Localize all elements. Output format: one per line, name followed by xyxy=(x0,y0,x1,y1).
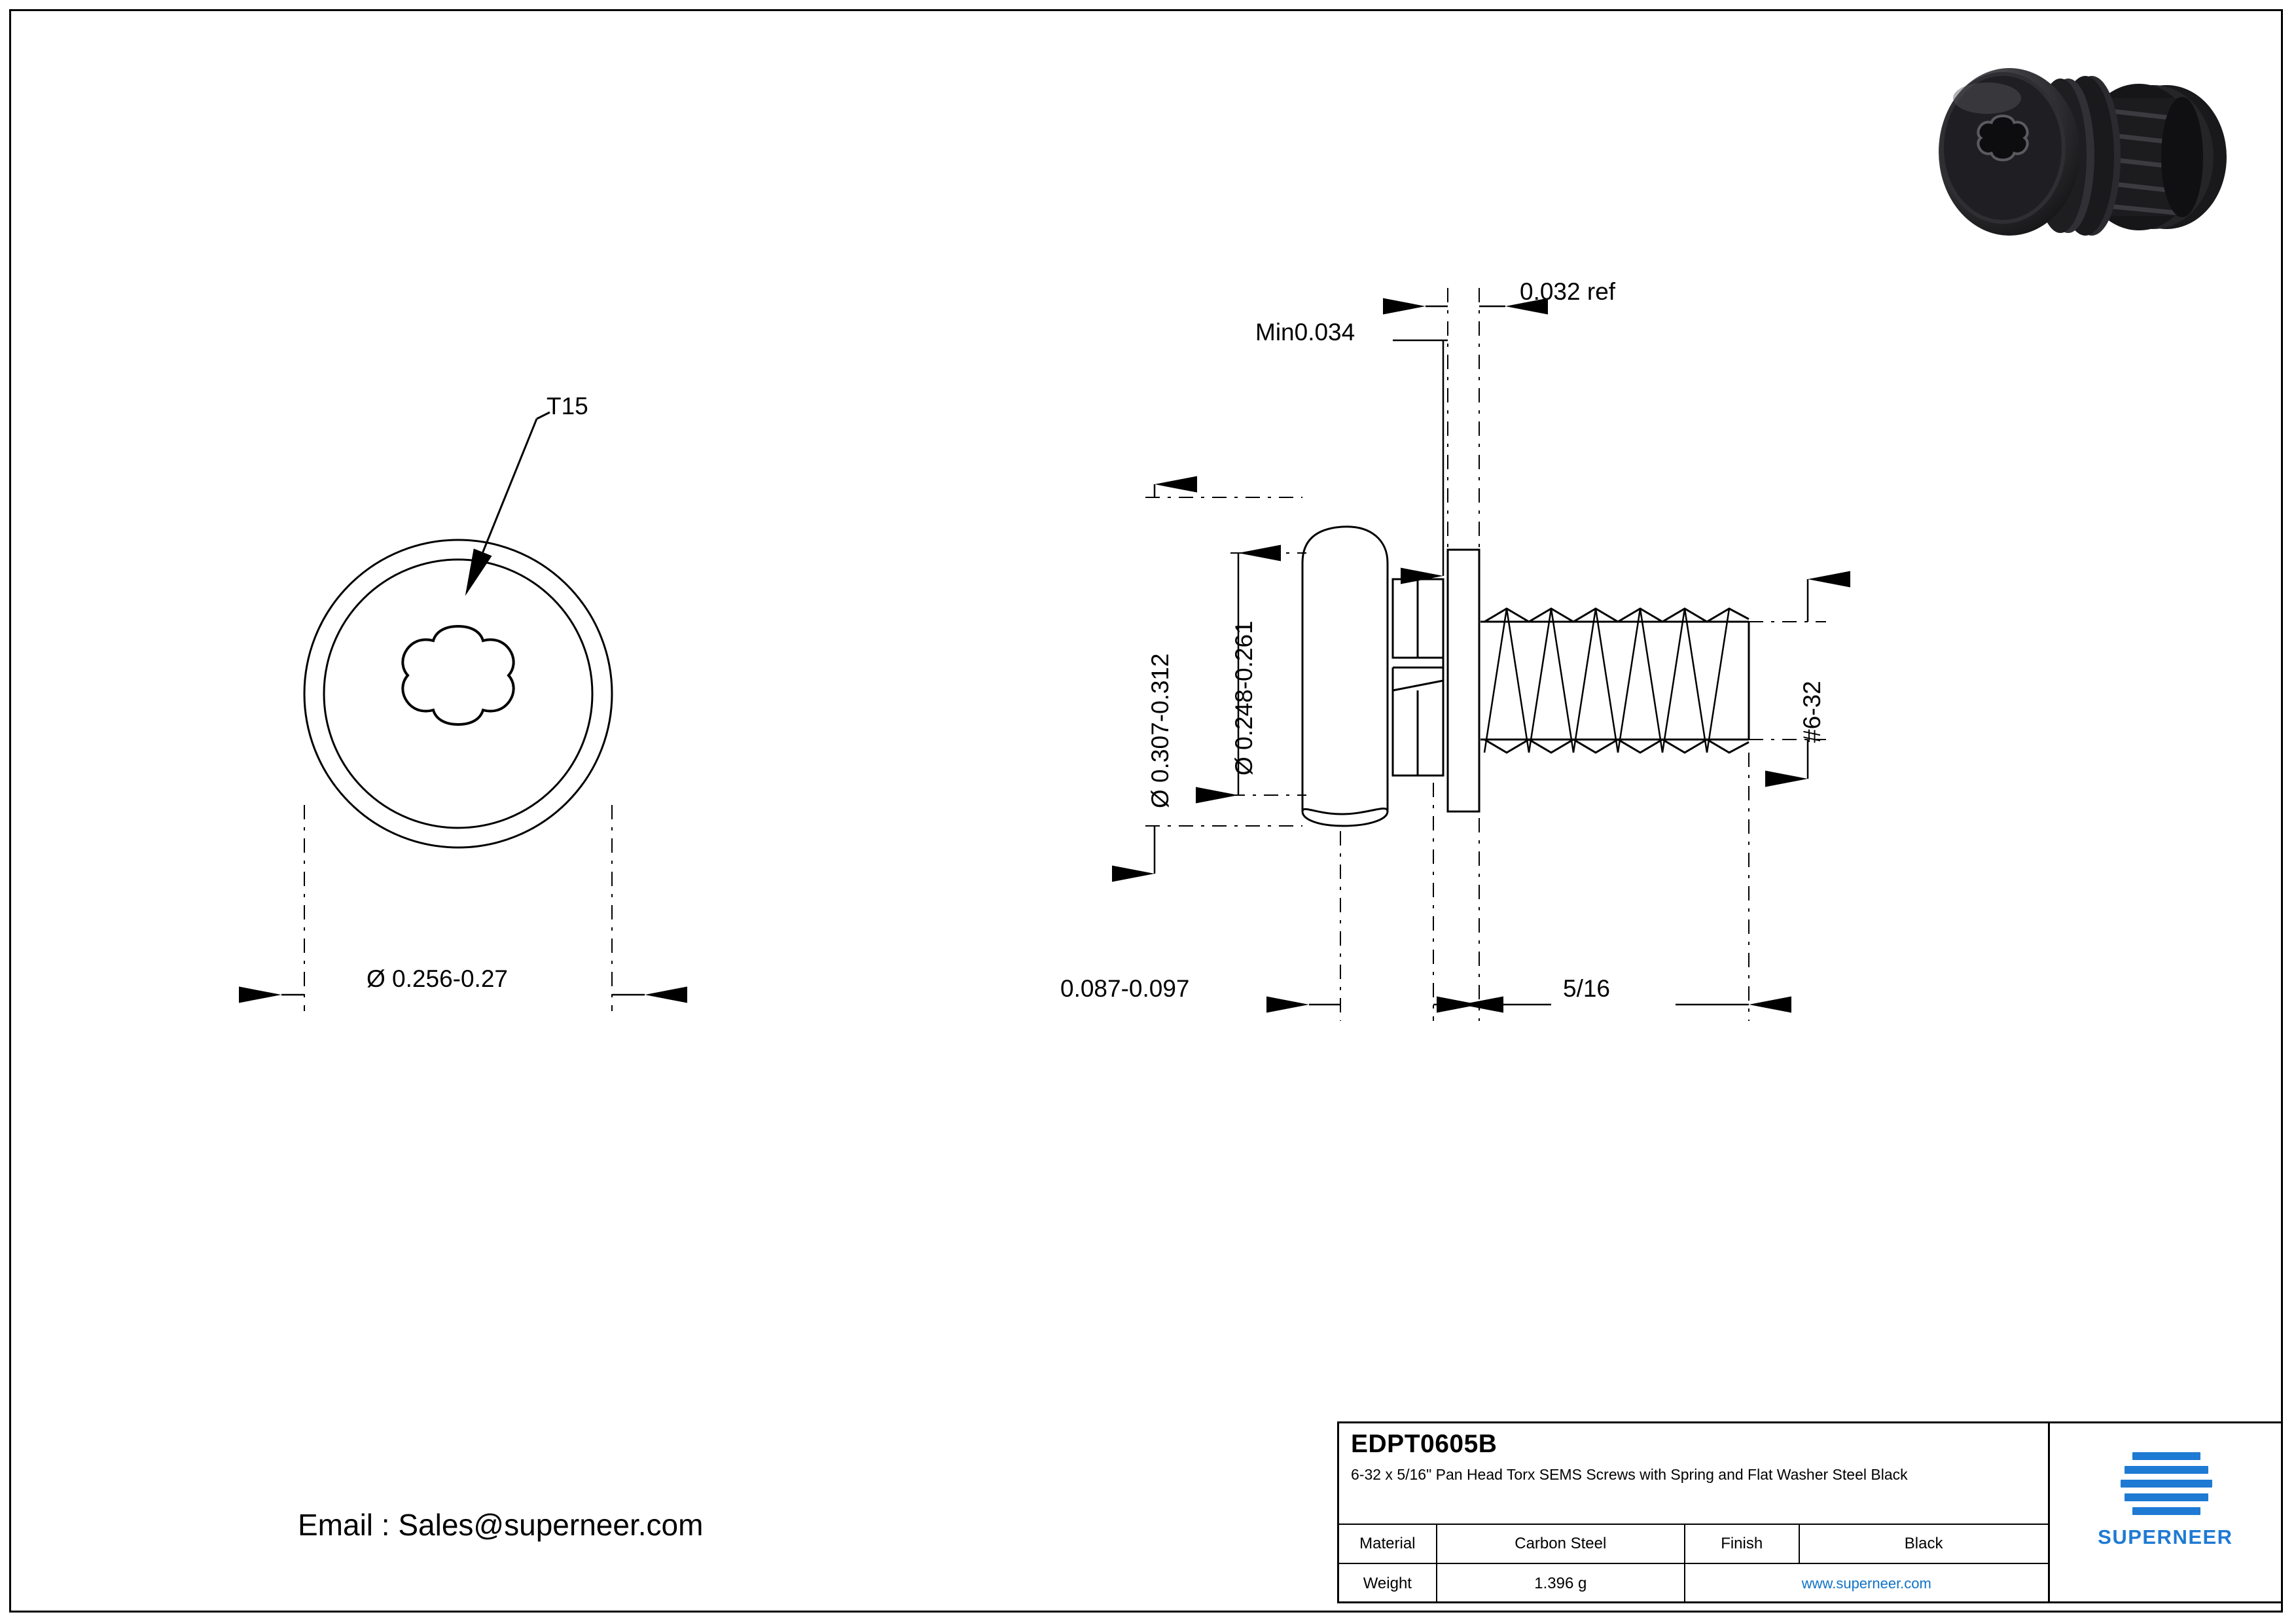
material-value: Carbon Steel xyxy=(1437,1525,1685,1563)
brand-name: SUPERNEER xyxy=(2098,1525,2233,1548)
title-block-info xyxy=(1339,1423,2050,1601)
dim-outer-diameter: Ø 0.307-0.312 xyxy=(1147,653,1174,808)
spec-row-material xyxy=(1339,1525,2048,1564)
part-description: 6-32 x 5/16" Pan Head Torx SEMS Screws with Spring and Flat Washer Steel Black xyxy=(1351,1466,1908,1483)
brand-block xyxy=(2050,1423,2281,1601)
dim-length: 5/16 xyxy=(1563,975,1611,1002)
weight-value: 1.396 g xyxy=(1437,1564,1685,1603)
weight-label: Weight xyxy=(1339,1564,1437,1603)
sheet-border xyxy=(9,9,2283,1613)
finish-value: Black xyxy=(1904,1535,1943,1552)
dim-inner-diameter: Ø 0.248-0.261 xyxy=(1230,620,1257,776)
contact-email[interactable]: Email : Sales@superneer.com xyxy=(298,1508,704,1542)
dim-min-thread: Min0.034 xyxy=(1255,319,1355,346)
website-link[interactable]: www.superneer.com xyxy=(1801,1575,1931,1592)
spec-table xyxy=(1339,1524,2048,1603)
part-code: EDPT0605B xyxy=(1351,1430,1498,1458)
dim-head-thickness: 0.087-0.097 xyxy=(1060,975,1190,1002)
dim-head-height-ref: 0.032 ref xyxy=(1520,278,1616,305)
title-block xyxy=(1337,1421,2283,1603)
superneer-logo-icon xyxy=(2121,1452,2212,1515)
dim-head-diameter: Ø 0.256-0.27 xyxy=(367,965,508,992)
label-drive-callout: T15 xyxy=(547,393,588,419)
material-label: Material xyxy=(1339,1525,1437,1563)
finish-label: Finish xyxy=(1685,1525,1800,1563)
spec-row-weight xyxy=(1339,1564,2048,1603)
dim-thread-size: #6-32 xyxy=(1799,681,1825,743)
